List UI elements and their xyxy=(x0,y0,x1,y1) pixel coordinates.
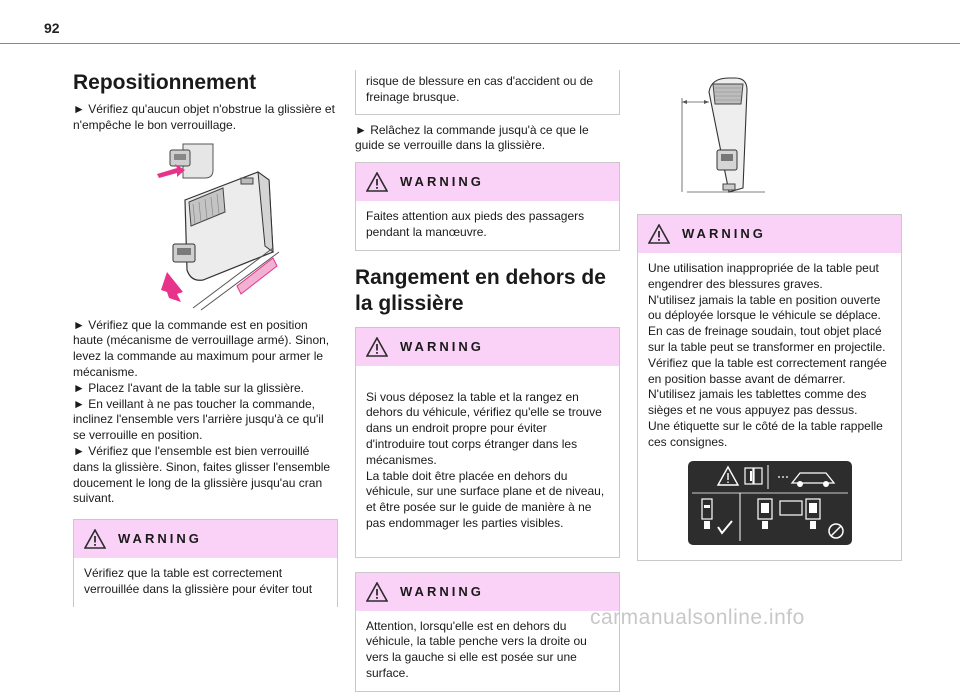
warning-box-lock xyxy=(73,519,338,607)
warning-box-storage xyxy=(355,327,620,558)
warning-label: WARNING xyxy=(400,174,484,190)
step-2: ► Placez l'avant de la table sur la glissière. xyxy=(73,380,304,395)
repositioning-illustration xyxy=(73,142,338,312)
intro-paragraph xyxy=(73,102,338,134)
warning-triangle-icon xyxy=(366,337,388,357)
pictogram-label xyxy=(688,461,852,545)
warning-continued-text: risque de blessure en cas d'accident ou de freinage brusque. xyxy=(366,74,594,104)
warning-label: WARNING xyxy=(400,338,484,354)
step-1: ► Vérifiez que la commande est en position haute (mécanisme de verrouillage armé). Sinon, levez la commande au maximum pour armer le mécanisme. xyxy=(73,317,330,379)
warning-line-2: N'utilisez jamais la table en position ouverte ou déployée lorsque le véhicule se déplace. xyxy=(648,292,881,323)
warning-line-5: N'utilisez jamais les tablettes comme des sièges et ne vous appuyez pas dessus. xyxy=(648,387,867,418)
warning-triangle-icon xyxy=(84,529,106,549)
tilted-table-illustration xyxy=(637,70,902,200)
release-text: ► Relâchez la commande jusqu'à ce que le guide se verrouille dans la glissière. xyxy=(355,122,589,153)
warning-header xyxy=(638,215,901,253)
safety-pictogram-icon xyxy=(688,461,852,545)
warning-line-4: Vérifiez que la table est correctement rangée en position basse avant de démarrer. xyxy=(648,355,887,386)
warning-box-feet xyxy=(355,162,620,251)
warning-text xyxy=(356,611,619,691)
section-title-repositionnement: Repositionnement xyxy=(73,71,257,94)
warning-header xyxy=(74,520,337,558)
warning-text xyxy=(638,253,901,560)
watermark: carmanualsonline.info xyxy=(590,606,805,629)
column-2 xyxy=(355,70,620,692)
warning-body-text: Attention, lorsqu'elle est en dehors du véhicule, la table penche vers la droite ou vers la gauche si elle est posée sur une surface. xyxy=(366,618,587,680)
warning-triangle-icon xyxy=(366,582,388,602)
section-title-rangement: Rangement en dehors de la glissière xyxy=(355,265,606,315)
warning-triangle-icon xyxy=(366,172,388,192)
header-rule xyxy=(0,43,960,44)
warning-header xyxy=(356,163,619,201)
table-on-rail-illustration xyxy=(73,142,338,312)
warning-line-6: Une étiquette sur le côté de la table rappelle ces consignes. xyxy=(648,418,883,449)
warning-triangle-icon xyxy=(648,224,670,244)
warning-label: WARNING xyxy=(400,583,484,599)
warning-text xyxy=(356,201,619,250)
warning-continued-box xyxy=(355,70,620,115)
warning-body-text: Si vous déposez la table et la rangez en dehors du véhicule, vérifiez qu'elle se trouve dans un endroit propre pour éviter d'introduire tout corps étranger dans les mécanismes. La table doit être placée en dehors du véhicule, sur une surface plane et de niveau, et être posée sur le guide de manière à ne pas endommager les parties visibles. xyxy=(366,389,605,530)
warning-body-text: Vérifiez que la table est correctement verrouillée dans la glissière pour éviter tout xyxy=(84,566,313,596)
step-3: ► En veillant à ne pas toucher la commande, inclinez l'ensemble vers l'arrière jusqu'à ce qu'il se verrouille en position. xyxy=(73,396,324,443)
warning-text xyxy=(74,558,337,607)
intro-text: ► Vérifiez qu'aucun objet n'obstrue la glissière et n'empêche le bon verrouillage. xyxy=(73,102,335,132)
warning-line-3: En cas de freinage soudain, tout objet placé sur la table peut se transformer en projectile. xyxy=(648,324,886,354)
warning-header xyxy=(356,328,619,366)
steps-paragraph xyxy=(73,318,338,508)
table-tilt-illustration xyxy=(637,70,902,200)
page-number: 92 xyxy=(44,20,60,36)
warning-line-1: Une utilisation inappropriée de la table peut engendrer des blessures graves. xyxy=(648,261,879,291)
warning-text xyxy=(356,366,619,557)
warning-box-usage xyxy=(637,214,902,561)
warning-label: WARNING xyxy=(118,531,202,547)
column-1 xyxy=(73,70,338,607)
warning-header xyxy=(356,573,619,611)
warning-box-tilt xyxy=(355,572,620,692)
warning-label: WARNING xyxy=(682,226,766,241)
column-3 xyxy=(637,70,902,561)
warning-body-text: Faites attention aux pieds des passagers pendant la manœuvre. xyxy=(366,209,585,239)
step-4: ► Vérifiez que l'ensemble est bien verrouillé dans la glissière. Sinon, faites glisser l'ensemble doucement le long de la glissière jusqu'au cran suivant. xyxy=(73,443,331,506)
release-paragraph xyxy=(355,123,620,155)
